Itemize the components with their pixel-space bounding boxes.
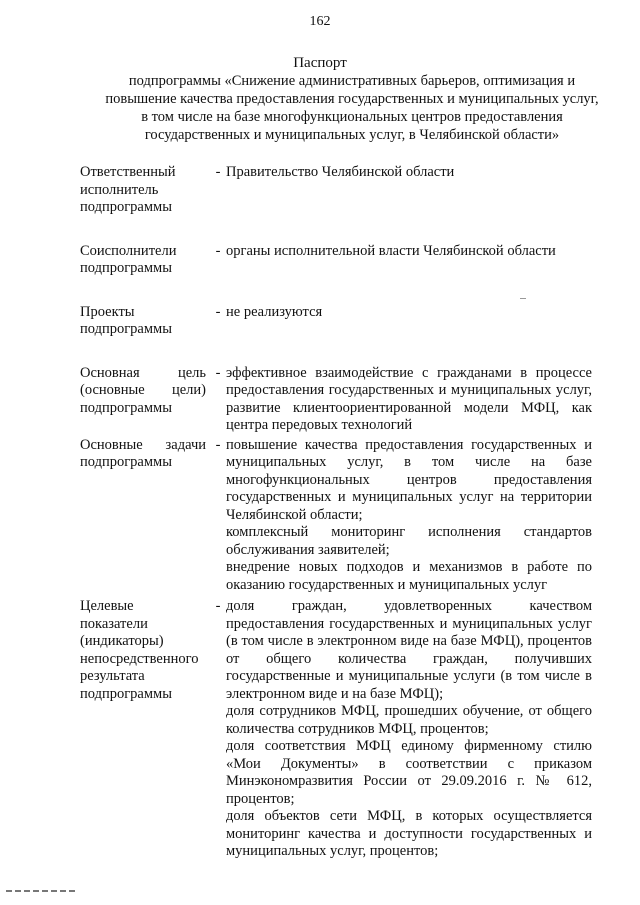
row-label-line: Соисполнители — [80, 242, 177, 259]
row-label-line: Проекты — [80, 303, 135, 320]
row-text: доля сотрудников МФЦ, прошедших обучение, от общего количества сотрудников МФЦ, процентов; — [226, 703, 592, 737]
row-content — [226, 304, 592, 339]
row-label — [80, 437, 206, 595]
subtitle-line: повышение качества предоставления государственных и муниципальных услуг, — [105, 91, 599, 107]
row-responsible-executor — [80, 164, 592, 217]
row-label-line: подпрограммы — [80, 399, 172, 416]
row-dash: - — [215, 164, 221, 180]
row-dash: - — [215, 436, 221, 453]
subtitle-line: в том числе на базе многофункциональных центров предоставления — [141, 109, 563, 125]
row-dash: - — [215, 242, 221, 259]
subtitle-line: государственных и муниципальных услуг, в Челябинской области» — [144, 127, 560, 143]
document-title: Паспорт — [293, 55, 347, 71]
row-content — [226, 243, 592, 278]
row-main-tasks — [80, 437, 592, 595]
row-text: комплексный мониторинг исполнения стандартов обслуживания заявителей; — [226, 524, 592, 558]
row-projects — [80, 304, 592, 339]
row-label-line: (индикаторы) — [80, 633, 164, 649]
row-label-line: подпрограммы — [80, 260, 172, 276]
subtitle-line: подпрограммы «Снижение административных барьеров, оптимизация и — [128, 73, 576, 89]
row-label-line: результата — [80, 668, 145, 684]
row-label-line: подпрограммы — [80, 199, 172, 215]
row-dash: - — [215, 598, 221, 614]
row-label-line: исполнитель — [80, 181, 159, 198]
row-target-indicators — [80, 598, 592, 861]
row-label-line: подпрограммы — [80, 685, 172, 702]
row-label-line: Основная цель — [80, 364, 206, 381]
row-text: доля соответствия МФЦ единому фирменному стилю «Мои Документы» в соответствии с приказом Минэкономразвития России от 29.09.2016 г. № 612, процентов; — [226, 738, 592, 807]
row-label-line: Целевые — [80, 598, 134, 614]
row-label-line: Ответственный — [80, 164, 176, 180]
scan-artifact-mark — [6, 890, 76, 892]
row-label — [80, 243, 206, 278]
row-text: не реализуются — [226, 303, 323, 320]
passport-table — [80, 164, 592, 861]
row-label — [80, 365, 206, 435]
row-content — [226, 365, 592, 435]
row-label-line: показатели — [80, 615, 148, 632]
row-dash: - — [215, 303, 221, 320]
row-label — [80, 598, 206, 861]
row-text: органы исполнительной власти Челябинской области — [226, 242, 556, 259]
document-subtitle — [92, 72, 612, 144]
row-label-line: Основные задачи — [80, 436, 206, 453]
row-dash: - — [215, 364, 221, 381]
row-content — [226, 598, 592, 861]
row-main-goal — [80, 365, 592, 435]
row-text: повышение качества предоставления государственных и муниципальных услуг, в том числе на базе многофункциональных центров предоставления государственных и муниципальных услуг на территории Челябинской области; — [226, 436, 592, 523]
scan-tick-mark — [520, 298, 526, 299]
row-label — [80, 304, 206, 339]
row-label-line: непосредственного — [80, 650, 199, 667]
row-co-executors — [80, 243, 592, 278]
row-text: внедрение новых подходов и механизмов в работе по оказанию государственных и муниципальных услуг — [226, 559, 592, 593]
row-text: Правительство Челябинской области — [226, 164, 455, 180]
row-label — [80, 164, 206, 217]
row-label-line: (основные цели) — [80, 382, 206, 398]
row-text: эффективное взаимодействие с гражданами в процессе предоставления государственных и муниципальных услуг, развитие клиентоориентированной модели МФЦ, как центра передовых технологий — [226, 364, 592, 433]
row-text: доля объектов сети МФЦ, в которых осуществляется мониторинг качества и доступности государственных и муниципальных услуг, процентов; — [226, 808, 592, 859]
row-label-line: подпрограммы — [80, 454, 172, 470]
page-number: 162 — [309, 14, 331, 29]
row-text: доля граждан, удовлетворенных качеством предоставления государственных и муниципальных услуг (в том числе в электронном виде на базе МФЦ), процентов от общего количества граждан, получивших государственные и муниципальные услуги (в том числе в электронном виде и на базе МФЦ); — [226, 598, 592, 702]
row-content — [226, 437, 592, 595]
row-label-line: подпрограммы — [80, 321, 172, 337]
row-content — [226, 164, 592, 217]
